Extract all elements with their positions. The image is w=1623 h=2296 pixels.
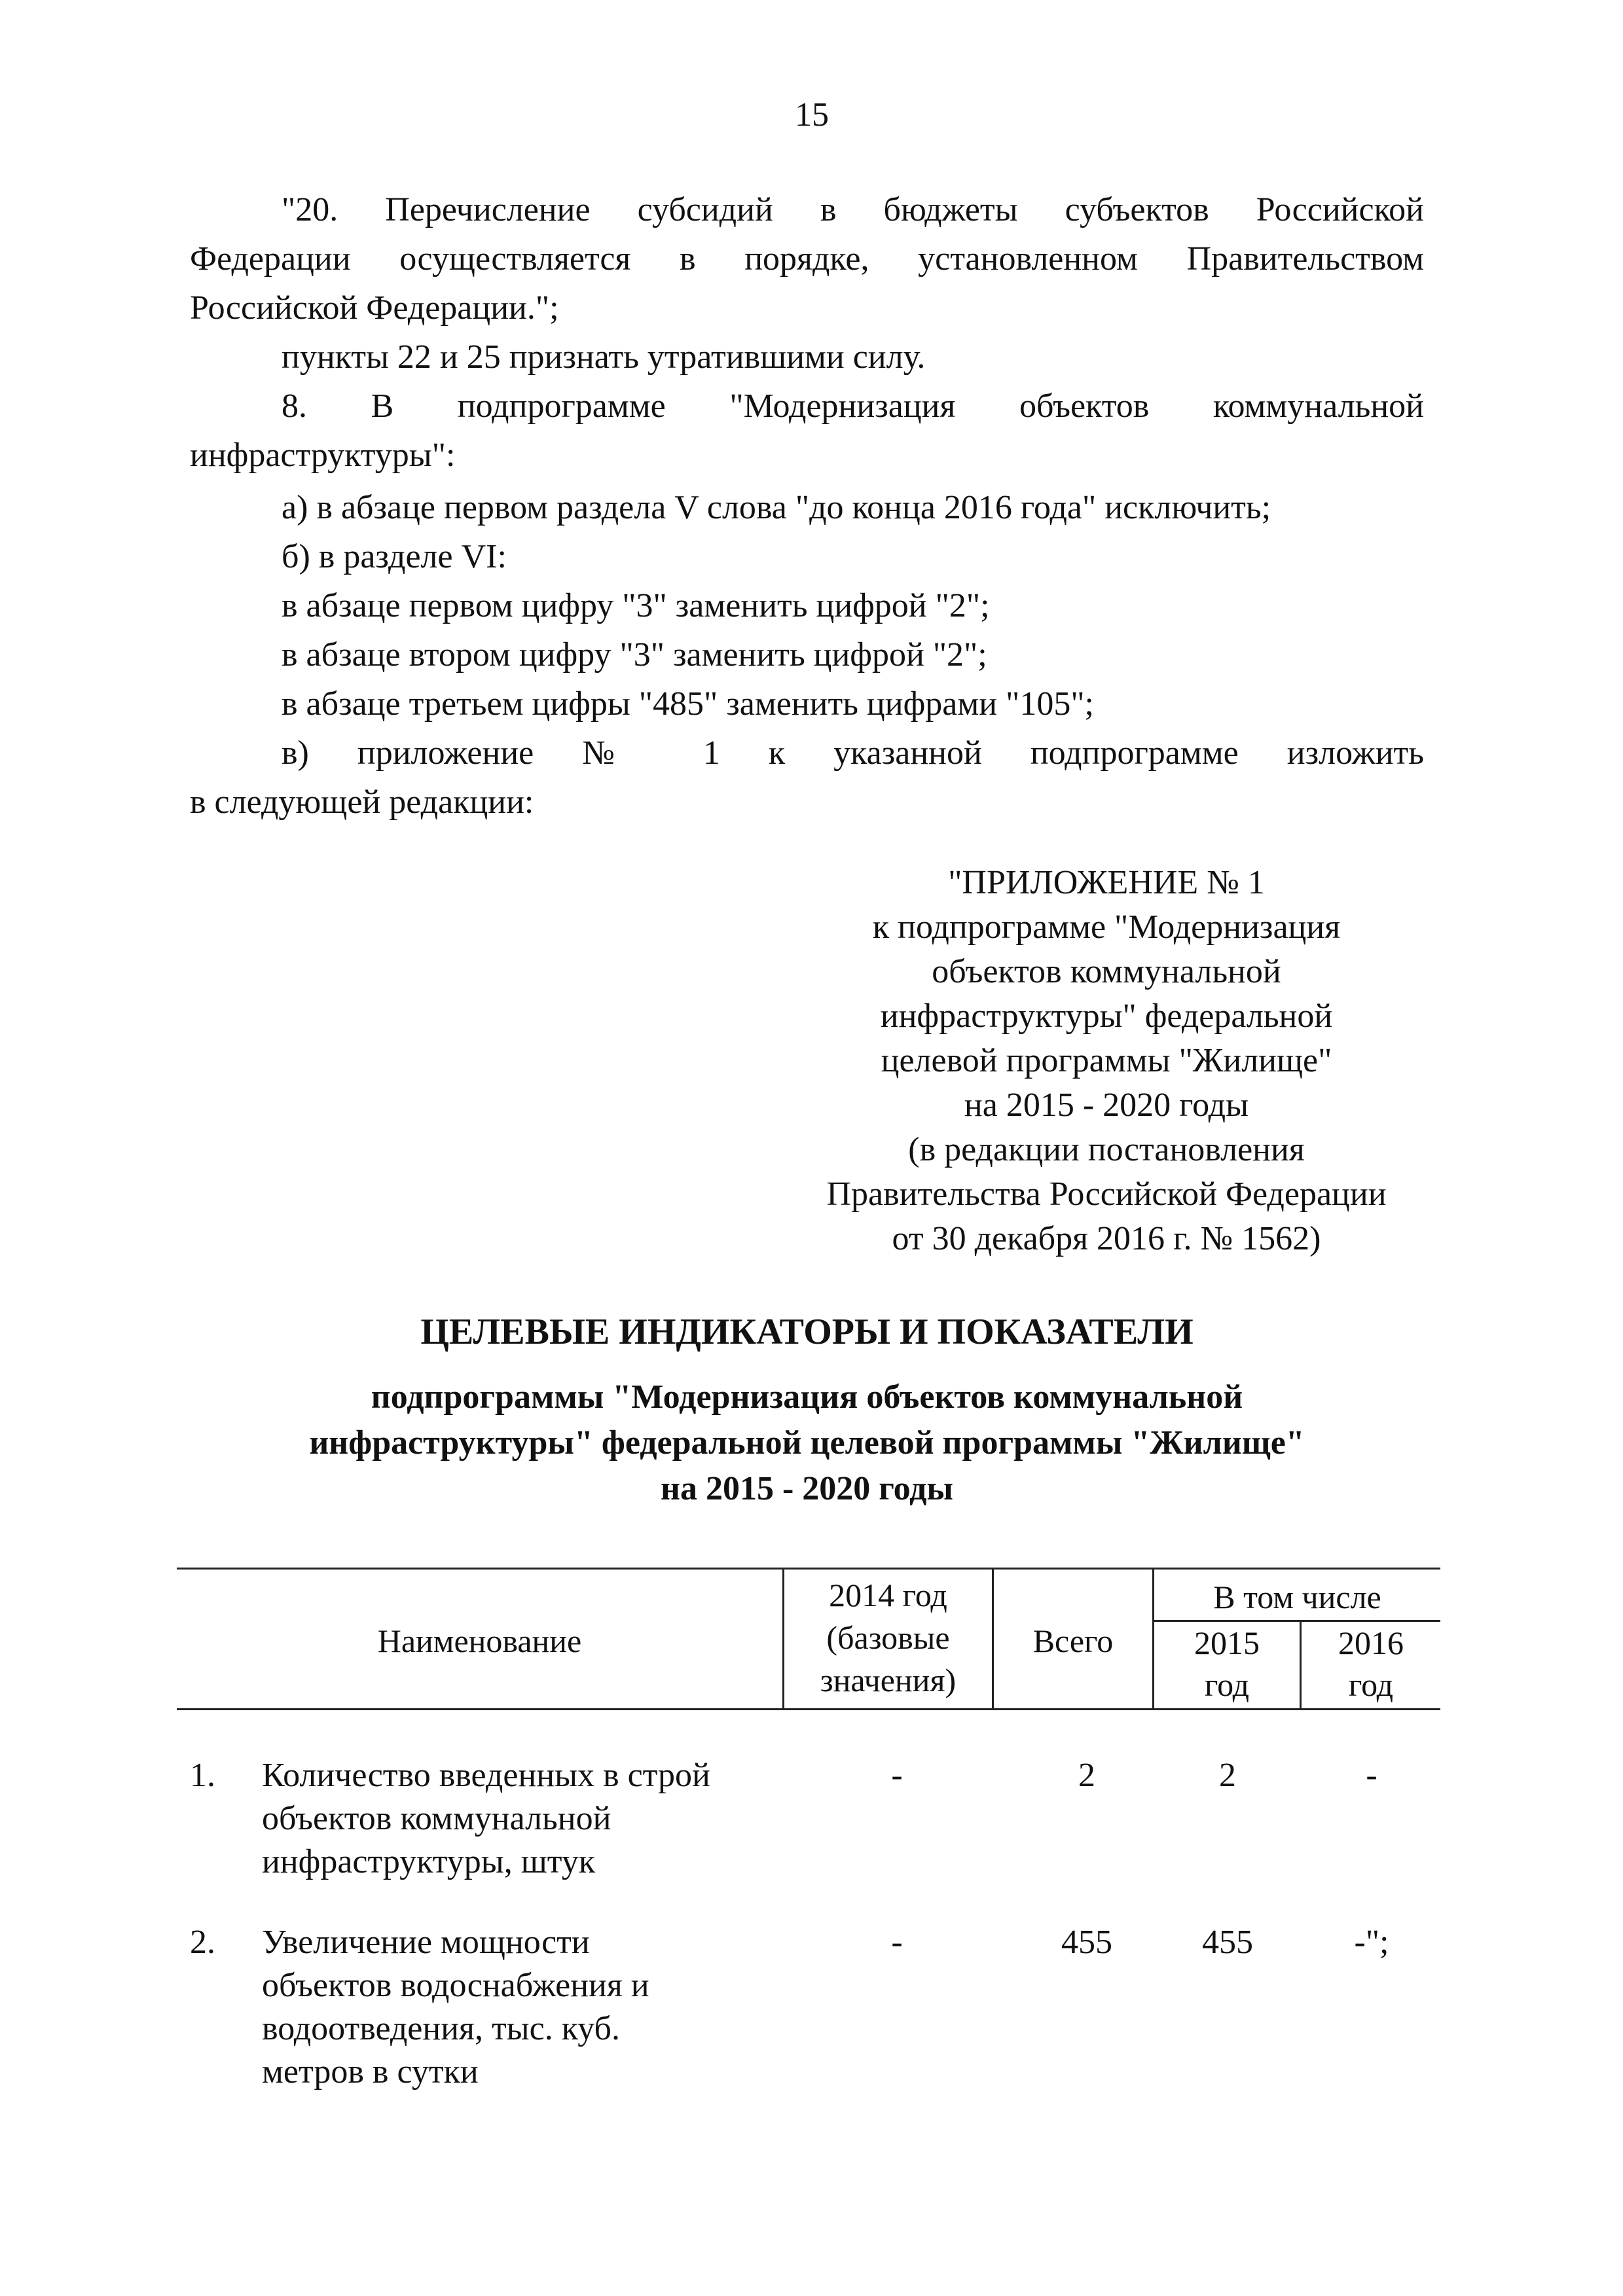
- document-subtitle: [190, 1374, 1424, 1512]
- row-1-number: 1.: [190, 1757, 215, 1794]
- header-total: Всего: [1032, 1623, 1114, 1659]
- subtitle-line: подпрограммы "Модернизация объектов коммунальной: [371, 1378, 1243, 1416]
- paragraph-b-second: в абзаце втором цифру "3" заменить цифрой "2";: [282, 636, 987, 673]
- paragraph-20-line2: Федерации осуществляется в порядке, установленном Правительством: [190, 240, 1424, 278]
- appendix-line: от 30 декабря 2016 г. № 1562): [892, 1220, 1321, 1257]
- row-1-name: Количество введенных в строй объектов коммунальной инфраструктуры, штук: [262, 1757, 710, 1880]
- paragraph-c-line1: в) приложение № 1 к указанной подпрограмме изложить: [282, 734, 1424, 772]
- appendix-line: (в редакции постановления: [908, 1131, 1305, 1168]
- appendix-line: "ПРИЛОЖЕНИЕ № 1: [948, 864, 1265, 901]
- paragraph-a: а) в абзаце первом раздела V слова "до конца 2016 года" исключить;: [282, 489, 1271, 526]
- paragraph-20-line3: Российской Федерации.";: [190, 289, 559, 327]
- paragraph-b-third: в абзаце третьем цифры "485" заменить цифрами "105";: [282, 685, 1094, 723]
- appendix-line: инфраструктуры" федеральной: [880, 997, 1333, 1035]
- header-2015-line2: год: [1204, 1666, 1250, 1703]
- subtitle-line: инфраструктуры" федеральной целевой программы "Жилище": [309, 1424, 1305, 1462]
- header-including: В том числе: [1213, 1579, 1381, 1615]
- header-2016-line2: год: [1348, 1666, 1394, 1703]
- row-2-name: Увеличение мощности объектов водоснабжения и водоотведения, тыс. куб. метров в сутки: [262, 1924, 649, 2090]
- row-2-2016: -";: [1354, 1924, 1389, 1961]
- paragraph-b: б) в разделе VI:: [282, 538, 507, 575]
- row-2-2015: 455: [1202, 1924, 1253, 1961]
- row-1-base: -: [891, 1757, 903, 1794]
- paragraph-c-line2: в следующей редакции:: [190, 783, 534, 821]
- subtitle-line: на 2015 - 2020 годы: [660, 1470, 953, 1507]
- appendix-line: целевой программы "Жилище": [881, 1042, 1332, 1079]
- appendix-line: Правительства Российской Федерации: [826, 1175, 1387, 1213]
- document-title: ЦЕЛЕВЫЕ ИНДИКАТОРЫ И ПОКАЗАТЕЛИ: [420, 1312, 1194, 1352]
- appendix-line: на 2015 - 2020 годы: [964, 1086, 1249, 1124]
- header-base-line3: значения): [820, 1662, 957, 1698]
- appendix-line: объектов коммунальной: [932, 953, 1281, 990]
- appendix-header: [773, 861, 1440, 1261]
- row-1-total: 2: [1078, 1757, 1095, 1794]
- header-name: Наименование: [377, 1623, 582, 1659]
- appendix-line: к подпрограмме "Модернизация: [872, 908, 1341, 946]
- header-base-line2: (базовые: [826, 1619, 950, 1656]
- row-2-total: 455: [1061, 1924, 1112, 1961]
- row-1-2016: -: [1366, 1757, 1377, 1794]
- row-2-base: -: [891, 1924, 903, 1961]
- table-top-rule: [177, 1568, 1440, 1570]
- row-2-number: 2.: [190, 1924, 215, 1961]
- paragraph-20-line1: "20. Перечисление субсидий в бюджеты субъектов Российской: [282, 191, 1424, 228]
- paragraph-b-first: в абзаце первом цифру "3" заменить цифрой "2";: [282, 587, 990, 624]
- paragraph-items-repeal: пункты 22 и 25 признать утратившими силу.: [282, 338, 926, 376]
- row-1-2015: 2: [1219, 1757, 1236, 1794]
- page-number: 15: [795, 96, 829, 134]
- table-header-bottom-rule: [177, 1708, 1440, 1710]
- paragraph-8-line1: 8. В подпрограмме "Модернизация объектов коммунальной: [282, 387, 1424, 425]
- paragraph-8-line2: инфраструктуры":: [190, 437, 456, 474]
- header-2016-line1: 2016: [1338, 1624, 1404, 1661]
- header-2015-line1: 2015: [1194, 1624, 1260, 1661]
- header-base-line1: 2014 год: [829, 1577, 947, 1613]
